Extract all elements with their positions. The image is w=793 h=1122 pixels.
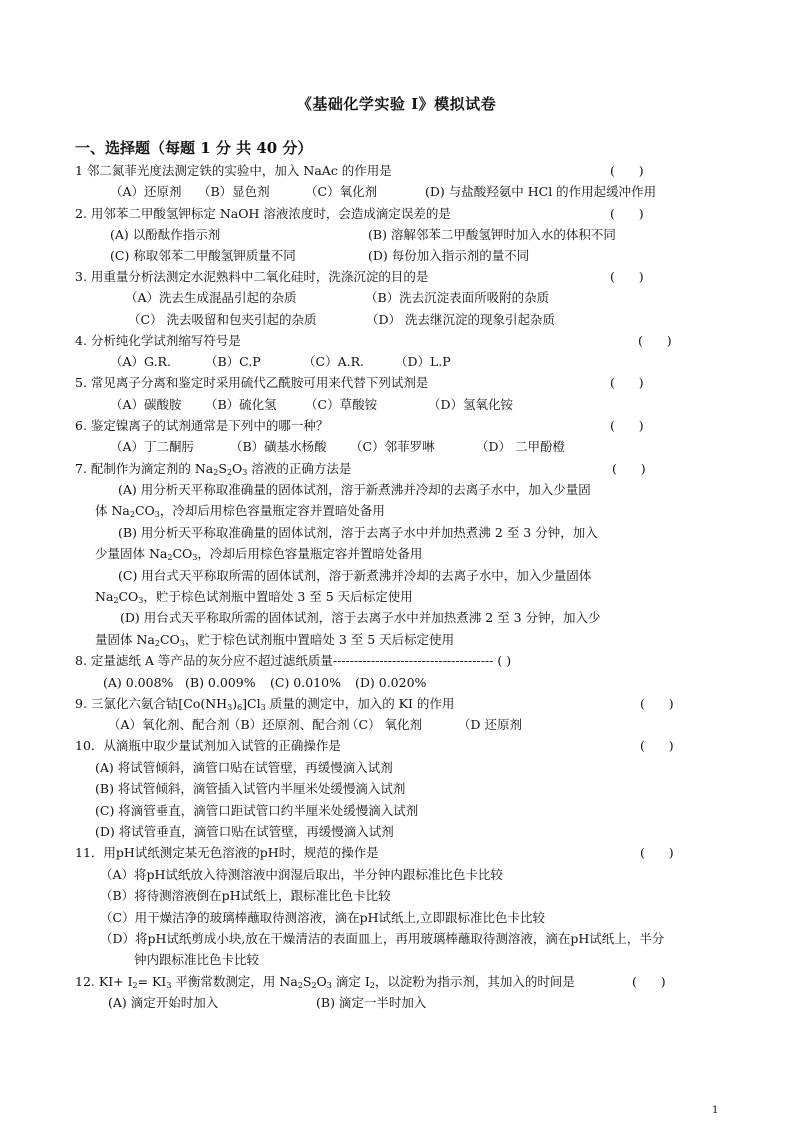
option-c: （C）草酸铵 [305, 397, 378, 412]
question-10-option-a: (A) 将试管倾斜，滴管口贴在试管壁，再缓慢滴入试剂 [95, 760, 393, 775]
question-1-stem: 1 邻二氮菲光度法测定铁的实验中，加入 NaAc 的作用是 [75, 163, 392, 178]
text: 少量固体 Na [95, 546, 168, 561]
option-d: (D) 与盐酸羟氨中 HCl 的作用起缓冲作用 [425, 184, 657, 199]
option-b: (B) 0.009% [185, 675, 256, 690]
option-b: （B）C.P [205, 354, 261, 369]
subscript: 2 [369, 981, 375, 990]
option-c: (C) 称取邻苯二甲酸氢钾质量不同 [110, 248, 296, 263]
question-7-option-a-line2: 体 $Na_2CO_3$，冷却后用棕色容量瓶定容并置暗处备用 [95, 503, 385, 519]
question-11-stem: 11．用pH试纸测定某无色溶液的pH时，规范的操作是 [75, 845, 379, 860]
question-7-option-c-line1: (C) 用台式天平称取所需的固体试剂，溶于新煮沸并冷却的去离子水中，加入少量固体 [118, 568, 592, 583]
stem-text: 7. 配制作为滴定剂的 Na [75, 461, 214, 476]
option-a: (A) 滴定开始时加入 [108, 995, 219, 1010]
subscript: 3 [138, 596, 144, 605]
stem-text: = KI [137, 974, 167, 989]
subscript: 2 [154, 639, 160, 648]
question-7-stem: 7. 配制作为滴定剂的 $Na_2S_2O_3$ 溶液的正确方法是 [75, 461, 352, 477]
question-6-stem: 6. 鉴定镍离子的试剂通常是下列中的哪一种？ [75, 418, 329, 433]
option-b: （B）洗去沉淀表面所吸附的杂质 [365, 290, 550, 305]
option-b: （B）磺基水杨酸 [230, 439, 327, 454]
subscript: 3 [227, 703, 233, 712]
option-c: （C）氧化剂 [305, 184, 378, 199]
page-number: 1 [712, 1105, 719, 1116]
option-a: （A）还原剂 [110, 184, 182, 199]
subscript: 3 [154, 510, 160, 519]
option-c: （C）邻菲罗啉 [350, 439, 435, 454]
question-10-option-d: (D) 将试管垂直，滴管口贴在试管壁，再缓慢滴入试剂 [95, 824, 394, 839]
subscript: 2 [132, 981, 138, 990]
option-c: （C） 氧化剂 [346, 717, 423, 732]
answer-blank-6[interactable]: ( ) [610, 418, 644, 433]
option-c: （C）A.R. [303, 354, 364, 369]
question-7-option-d-line1: (D) 用台式天平称取所需的固体试剂，溶于去离子水中并加热煮沸 2 至 3 分钟，加入少 [120, 610, 601, 625]
text: Na [95, 589, 114, 604]
question-11-option-b: （B）将待测溶液倒在pH试纸上，跟标准比色卡比较 [100, 888, 391, 903]
option-b: (B) 溶解邻苯二甲酸氢钾时加入水的体积不同 [368, 227, 616, 242]
option-a: (A) 以酚酞作指示剂 [110, 227, 221, 242]
option-d: （D） 洗去继沉淀的现象引起杂质 [366, 312, 555, 327]
option-b: （B）显色剂 [198, 184, 270, 199]
option-a: （A）碳酸胺 [110, 397, 182, 412]
subscript: 2 [167, 553, 173, 562]
option-d: （D） 二甲酚橙 [476, 439, 565, 454]
stem-text: 质量的测定中，加入的 KI 的作用 [265, 696, 455, 711]
question-11-option-d: （D）将pH试纸剪成小块,放在干燥清洁的表面皿上，再用玻璃棒蘸取待测溶液，滴在pH试纸上，半分 [100, 931, 665, 946]
option-d: (D) 0.020% [355, 675, 427, 690]
option-b: (B) 滴定一半时加入 [316, 995, 427, 1010]
exam-title: 《基础化学实验 I》模拟试卷 [296, 95, 497, 113]
answer-blank-11[interactable]: ( ) [640, 845, 674, 860]
answer-blank-12[interactable]: ( ) [632, 974, 666, 989]
answer-blank-10[interactable]: ( ) [640, 738, 674, 753]
option-d: （D）L.P [395, 354, 451, 369]
question-2-stem: 2. 用邻苯二甲酸氢钾标定 NaOH 溶液浓度时，会造成滴定误差的是 [75, 206, 451, 221]
stem-text: ]Cl [242, 696, 261, 711]
answer-blank-5[interactable]: ( ) [610, 375, 644, 390]
text: 体 Na [95, 503, 130, 518]
subscript: 3 [260, 703, 266, 712]
option-a: (A) 0.008% [103, 675, 174, 690]
subscript: 3 [242, 468, 248, 477]
question-11-option-a: （A）将pH试纸放入待测溶液中润湿后取出，半分钟内跟标准比色卡比较 [100, 867, 503, 882]
stem-text: ) [232, 696, 238, 711]
subscript: 6 [237, 703, 243, 712]
question-7-option-b-line1: (B) 用分析天平称取准确量的固体试剂，溶于去离子水中并加热煮沸 2 至 3 分钟，加入 [118, 525, 598, 540]
question-7-option-b-line2: 少量固体 $Na_2CO_3$，冷却后用棕色容量瓶定容并置暗处备用 [95, 546, 423, 562]
text: ，冷却后用棕色容量瓶定容并置暗处备用 [197, 546, 423, 561]
subscript: 3 [326, 981, 332, 990]
question-9-stem [75, 694, 454, 714]
answer-blank-9[interactable]: ( ) [640, 696, 674, 711]
subscript: 3 [192, 553, 198, 562]
option-a: （A）氧化剂、配合剂 [108, 717, 230, 732]
answer-blank-2[interactable]: ( ) [610, 206, 644, 221]
stem-text: 12. KI+ I [75, 974, 133, 989]
section-heading: 一、选择题（每题 1 分 共 40 分） [75, 139, 313, 157]
option-d: （D）氢氧化铵 [428, 397, 514, 412]
subscript: 3 [179, 639, 185, 648]
question-10-option-c: (C) 将滴管垂直，滴管口距试管口约半厘米处缓慢滴入试剂 [95, 803, 419, 818]
option-d: (D) 每份加入指示剂的量不同 [368, 248, 530, 263]
question-7-option-d-line2: 量固体 $Na_2CO_3$，贮于棕色试剂瓶中置暗处 3 至 5 天后标定使用 [95, 632, 455, 648]
subscript: 3 [166, 981, 172, 990]
option-b: （B）还原剂、配合剂 [228, 717, 350, 732]
stem-text: 滴定 I [331, 974, 370, 989]
text: ，贮于棕色试剂瓶中置暗处 3 至 5 天后标定使用 [184, 632, 455, 647]
option-d: （D 还原剂 [458, 717, 522, 732]
subscript: 2 [297, 981, 303, 990]
option-a: （A）G.R. [110, 354, 171, 369]
question-12-stem: 12. $KI+ I_2= KI_3$ 平衡常数测定，用 $Na_2S_2O_3$ 滴定 $I_2$，以淀粉为指示剂，其加入的时间是 [75, 974, 575, 990]
option-a: （A）丁二酮肟 [110, 439, 195, 454]
question-3-stem: 3. 用重量分析法测定水泥熟料中二氧化硅时，洗涤沉淀的目的是 [75, 269, 429, 284]
stem-text: 9. 三氯化六氨合钴[Co(NH [75, 696, 228, 711]
subscript: 2 [226, 468, 233, 477]
subscript: 2 [311, 981, 317, 990]
subscript: 2 [113, 596, 119, 605]
text: ，冷却后用棕色容量瓶定容并置暗处备用 [159, 503, 385, 518]
text: 量固体 Na [95, 632, 155, 647]
option-c: （C） 洗去吸留和包夹引起的杂质 [128, 312, 317, 327]
option-c: (C) 0.010% [270, 675, 341, 690]
stem-text: 平衡常数测定，用 Na [171, 974, 298, 989]
stem-text: ，以淀粉为指示剂，其加入的时间是 [374, 974, 575, 989]
question-4-stem: 4. 分析纯化学试剂缩写符号是 [75, 333, 241, 348]
answer-blank-3[interactable]: ( ) [610, 269, 644, 284]
question-7-option-c-line2: $Na_2CO_3$，贮于棕色试剂瓶中置暗处 3 至 5 天后标定使用 [95, 589, 413, 605]
question-11-option-c: （C）用干燥洁净的玻璃棒蘸取待测溶液，滴在pH试纸上,立即跟标准比色卡比较 [100, 910, 545, 925]
answer-blank-1[interactable]: ( ) [610, 163, 644, 178]
question-5-stem: 5. 常见离子分离和鉴定时采用硫代乙酰胺可用来代替下列试剂是 [75, 375, 429, 390]
question-11-option-d-cont: 钟内跟标准比色卡比较 [134, 952, 260, 967]
text: ，贮于棕色试剂瓶中置暗处 3 至 5 天后标定使用 [143, 589, 413, 604]
option-a: （A）洗去生成混晶引起的杂质 [125, 290, 297, 305]
answer-blank-7[interactable]: ( ) [612, 461, 646, 476]
question-10-stem: 10．从滴瓶中取少量试剂加入试管的正确操作是 [75, 738, 341, 753]
subscript: 2 [213, 468, 219, 477]
question-7-option-a-line1: (A) 用分析天平称取准确量的固体试剂，溶于新煮沸并冷却的去离子水中，加入少量固 [118, 482, 591, 497]
subscript: 2 [129, 510, 135, 519]
question-10-option-b: (B) 将试管倾斜，滴管插入试管内半厘米处缓慢滴入试剂 [95, 781, 406, 796]
question-8-stem: 8. 定量滤纸 A 等产品的灰分应不超过滤纸质量-------------------------------------- ( ) [75, 653, 512, 668]
stem-text: 溶液的正确方法是 [247, 461, 352, 476]
option-b: （B）硫化氢 [205, 397, 277, 412]
answer-blank-4[interactable]: ( ) [638, 333, 672, 348]
